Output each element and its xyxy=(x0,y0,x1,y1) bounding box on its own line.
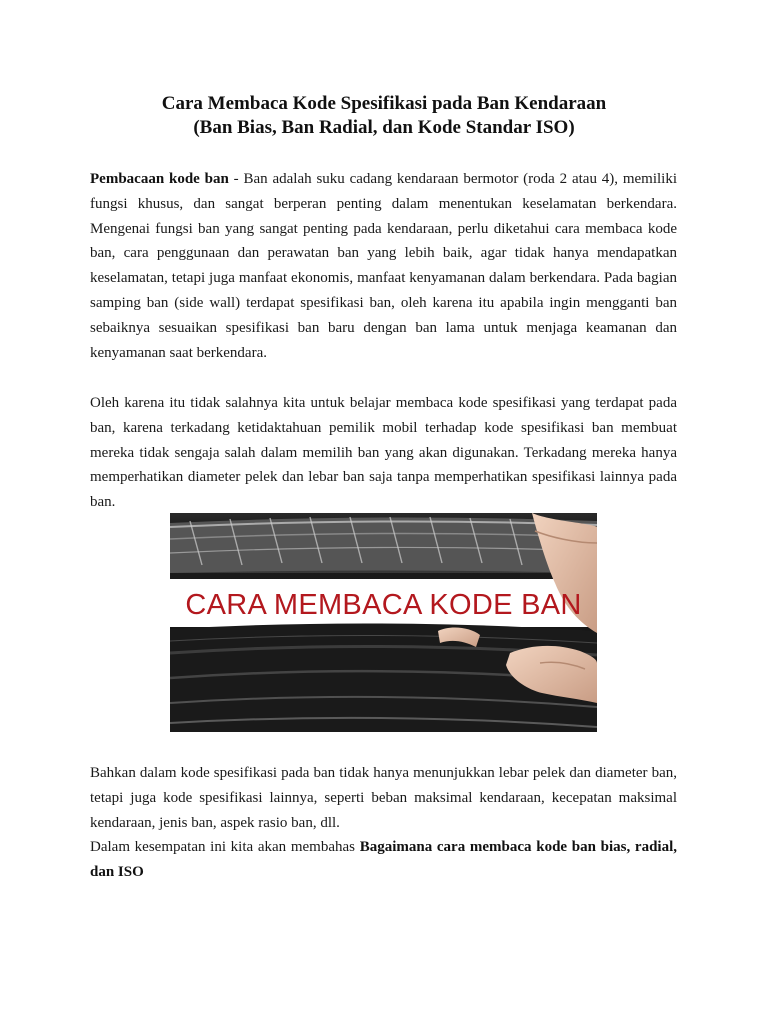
title-line-2: (Ban Bias, Ban Radial, dan Kode Standar ISO) xyxy=(193,117,575,138)
title-line-1: Cara Membaca Kode Spesifikasi pada Ban Kendaraan xyxy=(161,93,607,114)
tire-banner-image xyxy=(170,513,597,732)
paragraph-intro-text: - Ban adalah suku cadang kendaraan bermotor (roda 2 atau 4), memiliki fungsi khusus, dan sangat berperan penting dalam menentukan keselamatan berkendara. Mengenai fungsi ban yang sangat penting pada kendaraan, perlu diketahui cara membaca kode ban, cara penggunaan dan perawatan ban yang lebih baik, agar tidak hanya mendapatkan keselamatan, tetapi juga manfaat ekonomis, manfaat kenyamanan dalam berkendara. Pada bagian samping ban (side wall) terdapat spesifikasi ban, oleh karena itu apabila ingin mengganti ban sebaiknya sesuaikan spesifikasi ban baru dengan ban lama untuk menjaga keamanan dan kenyamanan saat berkendara. xyxy=(90,171,677,361)
paragraph-reason xyxy=(90,391,677,515)
paragraph-reason-text: Oleh karena itu tidak salahnya kita untuk belajar membaca kode spesifikasi yang terdapat pada ban, karena terkadang ketidaktahuan pemilik mobil terhadap kode spesifikasi ban membuat mereka tidak sengaja salah dalam memilih ban yang akan digunakan. Terkadang mereka hanya memperhatikan diameter pelek dan lebar ban saja tanpa memperhatikan spesifikasi lainnya pada ban. xyxy=(90,395,677,511)
paragraph-intro xyxy=(90,167,677,365)
page-title xyxy=(90,92,678,140)
paragraph-spec-details xyxy=(90,761,677,835)
banner-caption: CARA MEMBACA KODE BAN xyxy=(185,589,582,621)
paragraph-closing-text: Dalam kesempatan ini kita akan membahas xyxy=(90,839,360,855)
paragraph-closing xyxy=(90,835,677,885)
paragraph-spec-details-text: Bahkan dalam kode spesifikasi pada ban tidak hanya menunjukkan lebar pelek dan diameter ban, tetapi juga kode spesifikasi lainnya, seperti beban maksimal kendaraan, kecepatan maksimal kendaraan, jenis ban, aspek rasio ban, dll. xyxy=(90,765,677,831)
paragraph-lead-term: Pembacaan kode ban xyxy=(90,171,229,187)
paragraph-closing-bold: Bagaimana cara membaca kode ban bias, radial, dan ISO xyxy=(90,839,678,880)
